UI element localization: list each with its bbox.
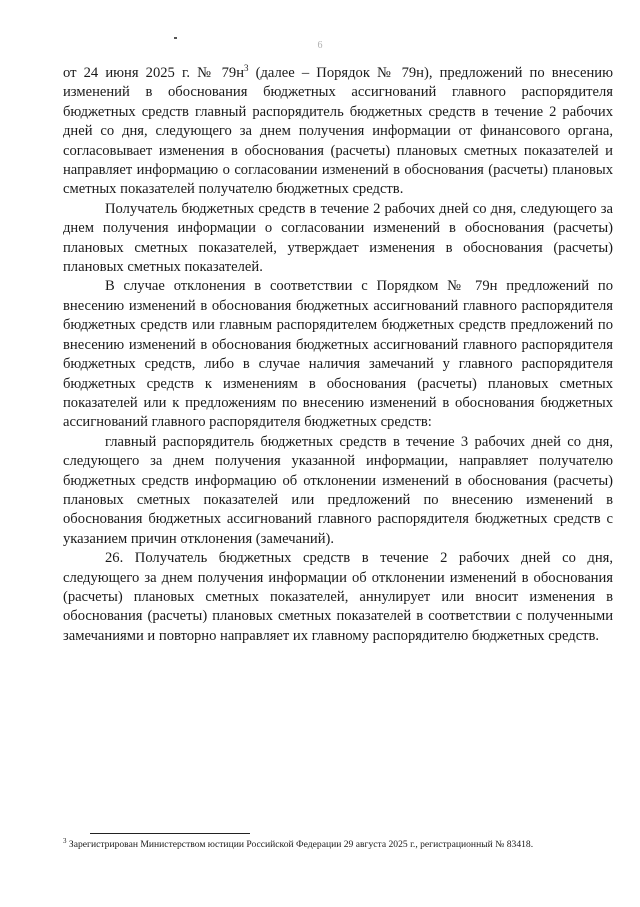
- document-body: [63, 64, 613, 646]
- paragraph: В случае отклонения в соответствии с Порядком № 79н предложений по внесению изменений в обоснования бюджетных ассигнований главного распорядителя бюджетных средств или главным распорядителем бюджетных средств предложений по внесению изменений в обоснования бюджетных ассигнований главного распорядителя бюджетных средств, либо в случае наличия замечаний у главного распорядителя бюджетных средств к изменениям в обоснования (расчеты) плановых сметных показателей или к предложениям по внесению изменений в обоснования бюджетных ассигнований главного распорядителя бюджетных средств:: [63, 278, 613, 431]
- paragraph: главный распорядитель бюджетных средств в течение 3 рабочих дней со дня, следующего за днем получения указанной информации, направляет получателю бюджетных средств информацию об отклонении изменений в обоснования (расчеты) плановых сметных показателей или предложений по внесению изменений в обоснования бюджетных ассигнований главного распорядителя бюджетных средств с указанием причин отклонения (замечаний).: [63, 433, 613, 547]
- page-number: 6: [317, 40, 323, 51]
- paragraph-continuation: [63, 64, 613, 200]
- paragraph-text: от 24 июня 2025 г. № 79н: [63, 65, 244, 81]
- footnote-separator: [90, 833, 250, 834]
- paragraph-text: (далее – Порядок № 79н), предложений по внесению изменений в обоснования бюджетных ассигнований главного распорядителя бюджетных средств главный распорядитель бюджетных средств в течение 2 рабочих дней со дня, следующего за днем получения информации от финансового органа, согласовывает изменения в обоснования (расчеты) плановых сметных показателей и направляет информацию о согласовании изменений в обоснования (расчеты) плановых сметных показателей получателю бюджетных средств.: [63, 65, 613, 198]
- scan-mark: [174, 37, 177, 39]
- paragraph: Получатель бюджетных средств в течение 2 рабочих дней со дня, следующего за днем получения информации о согласовании изменений в обоснования (расчеты) плановых сметных показателей, утверждает изменения в обоснования (расчеты) плановых сметных показателей.: [63, 200, 613, 276]
- footnote-marker: 3: [63, 836, 67, 845]
- footnote-reference: 3: [244, 63, 249, 74]
- footnote: [63, 836, 623, 851]
- footnote-text: Зарегистрирован Министерством юстиции Российской Федерации 29 августа 2025 г., регистрационный № 83418.: [66, 839, 534, 850]
- paragraph: 26. Получатель бюджетных средств в течение 2 рабочих дней со дня, следующего за днем получения информации об отклонении изменений в обоснования (расчеты) плановых сметных показателей, аннулирует или вносит изменения в обоснования (расчеты) плановых сметных показателей в соответствии с полученными замечаниями и повторно направляет их главному распорядителю бюджетных средств.: [63, 550, 613, 644]
